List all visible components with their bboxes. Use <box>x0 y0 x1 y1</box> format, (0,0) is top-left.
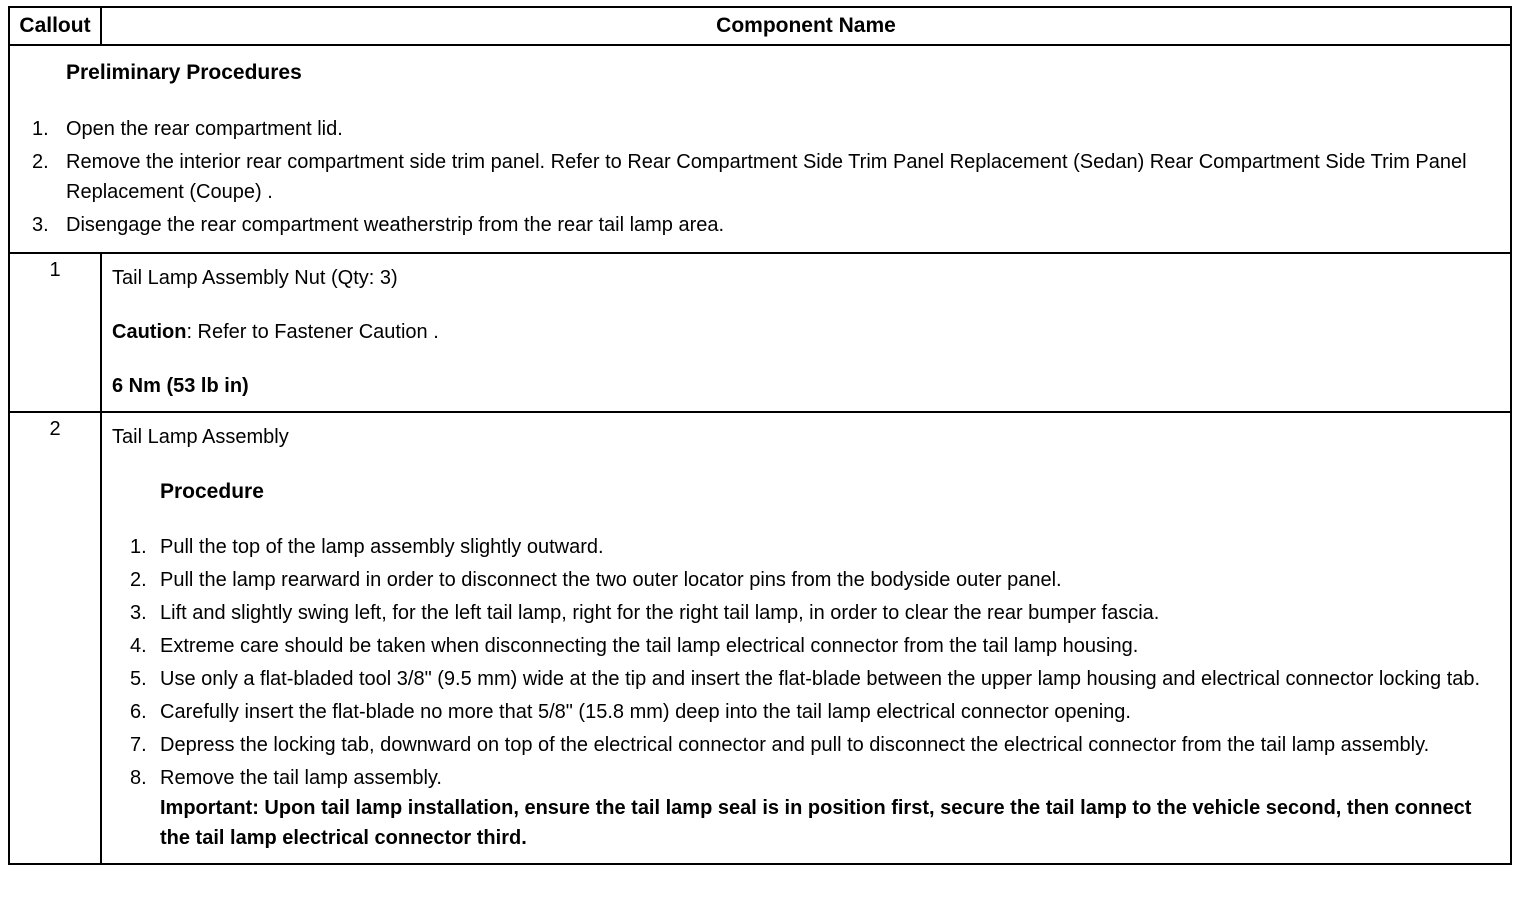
table-header-row <box>9 7 1511 45</box>
caution-text: : Refer to Fastener Caution . <box>186 321 439 343</box>
callout-number: 1 <box>9 253 101 412</box>
component-row-1 <box>9 253 1511 412</box>
procedure-step-text: Remove the tail lamp assembly. <box>160 767 442 789</box>
preliminary-steps-list <box>32 114 1500 240</box>
procedure-step: Depress the locking tab, downward on top of the electrical connector and pull to disconnect the electrical connector from the tail lamp assembly. <box>160 734 1430 756</box>
preliminary-procedures-row <box>9 45 1511 253</box>
component-cell-1 <box>101 253 1511 412</box>
torque-spec: 6 Nm (53 lb in) <box>112 375 249 397</box>
procedure-step: Use only a flat-bladed tool 3/8" (9.5 mm) wide at the tip and insert the flat-blade between the upper lamp housing and electrical connector locking tab. <box>160 668 1481 690</box>
preliminary-procedures-cell <box>9 45 1511 253</box>
preliminary-procedures-title: Preliminary Procedures <box>66 61 302 84</box>
procedure-step: Lift and slightly swing left, for the left tail lamp, right for the right tail lamp, in order to clear the rear bumper fascia. <box>160 602 1160 624</box>
procedure-title: Procedure <box>160 480 264 503</box>
callout-table <box>8 6 1512 865</box>
callout-number: 2 <box>9 412 101 864</box>
component-column-header: Component Name <box>101 7 1511 45</box>
caution-label: Caution <box>112 321 187 343</box>
component-cell-2 <box>101 412 1511 864</box>
procedure-step: Pull the lamp rearward in order to disconnect the two outer locator pins from the bodyside outer panel. <box>160 569 1062 591</box>
procedure-step <box>130 763 1500 853</box>
preliminary-step: Remove the interior rear compartment side trim panel. Refer to Rear Compartment Side Trim Panel Replacement (Sedan) Rear Compartment Side Trim Panel Replacement (Coupe) . <box>66 151 1467 203</box>
callout-column-header: Callout <box>9 7 101 45</box>
preliminary-step: Open the rear compartment lid. <box>66 118 343 140</box>
component-name: Tail Lamp Assembly Nut (Qty: 3) <box>112 267 398 289</box>
component-name: Tail Lamp Assembly <box>112 426 289 448</box>
procedure-step: Pull the top of the lamp assembly slightly outward. <box>160 536 604 558</box>
preliminary-step: Disengage the rear compartment weatherstrip from the rear tail lamp area. <box>66 214 725 236</box>
procedure-steps-list <box>130 532 1500 853</box>
component-row-2 <box>9 412 1511 864</box>
caution-note <box>112 317 1500 347</box>
procedure-step: Carefully insert the flat-blade no more that 5/8" (15.8 mm) deep into the tail lamp electrical connector opening. <box>160 701 1131 723</box>
important-note: Important: Upon tail lamp installation, ensure the tail lamp seal is in position first, secure the tail lamp to the vehicle second, then connect the tail lamp electrical connector third. <box>160 797 1472 849</box>
procedure-step: Extreme care should be taken when disconnecting the tail lamp electrical connector from the tail lamp housing. <box>160 635 1139 657</box>
